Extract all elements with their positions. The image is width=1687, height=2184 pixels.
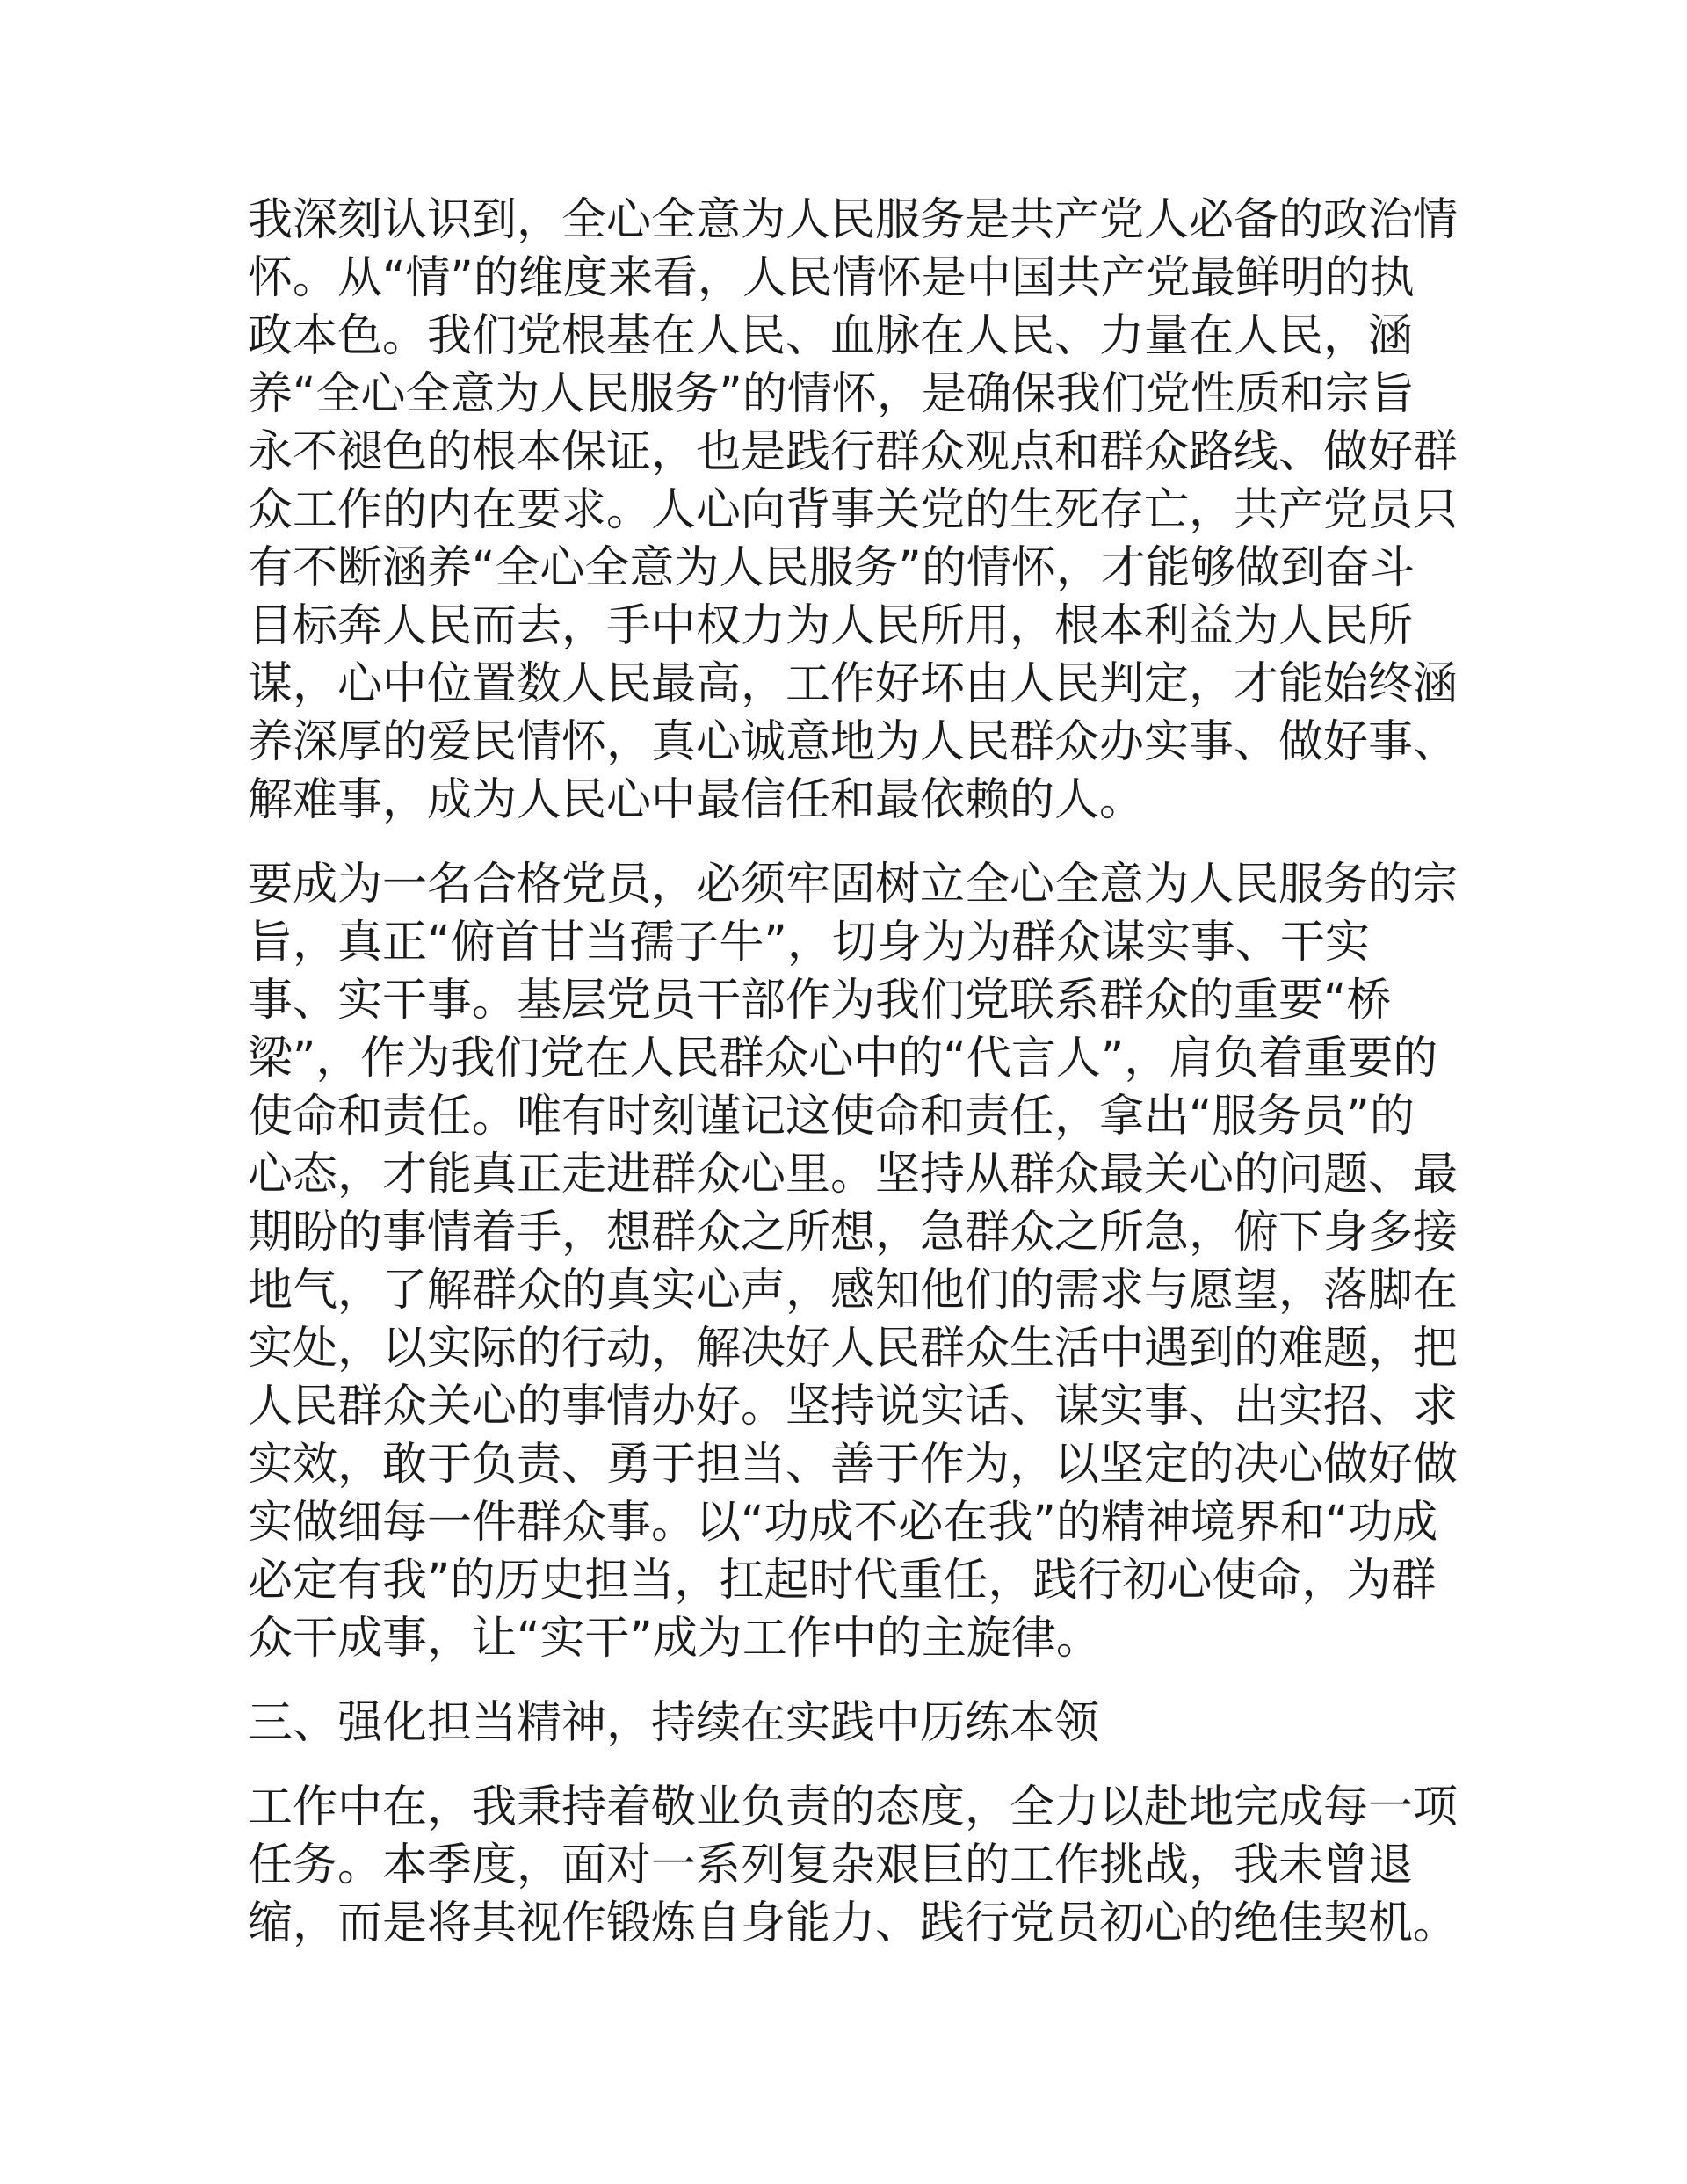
- text-line: 养深厚的爱民情怀，真心诚意地为人民群众办实事、做好事、: [248, 716, 1459, 768]
- text-line: 实做细每一件群众事。以“功成不必在我”的精神境界和“功成: [248, 1497, 1438, 1549]
- text-line: 众干成事，让“实干”成为工作中的主旋律。: [248, 1613, 1101, 1665]
- text-line: 目标奔人民而去，手中权力为人民所用，根本利益为人民所: [248, 600, 1414, 652]
- text-line: 谋，心中位置数人民最高，工作好坏由人民判定，才能始终涵: [248, 658, 1459, 710]
- paragraph-qualified-member: [248, 856, 1459, 1668]
- text-line: 心态，才能真正走进群众心里。坚持从群众最关心的问题、最: [248, 1149, 1459, 1201]
- document-page: [248, 192, 1459, 1979]
- text-line: 期盼的事情着手，想群众之所想，急群众之所急，俯下身多接: [248, 1207, 1459, 1259]
- text-line: 缩，而是将其视作锻炼自身能力、践行党员初心的绝佳契机。: [248, 1897, 1459, 1949]
- text-line: 要成为一名合格党员，必须牢固树立全心全意为人民服务的宗: [248, 859, 1459, 911]
- text-line: 实处，以实际的行动，解决好人民群众生活中遇到的难题，把: [248, 1323, 1459, 1375]
- text-line: 政本色。我们党根基在人民、血脉在人民、力量在人民，涵: [248, 310, 1414, 362]
- text-line: 梁”，作为我们党在人民群众心中的“代言人”，肩负着重要的: [248, 1033, 1438, 1085]
- section-heading: [248, 1694, 1439, 1752]
- text-line: 我深刻认识到，全心全意为人民服务是共产党人必备的政治情: [248, 194, 1459, 246]
- text-line: 工作中在，我秉持着敬业负责的态度，全力以赴地完成每一项: [248, 1781, 1459, 1833]
- text-line: 养“全心全意为人民服务”的情怀，是确保我们党性质和宗旨: [248, 368, 1415, 420]
- text-line: 众工作的内在要求。人心向背事关党的生死存亡，共产党员只: [248, 484, 1459, 536]
- text-line: 人民群众关心的事情办好。坚持说实话、谋实事、出实招、求: [248, 1381, 1459, 1433]
- text-line: 地气，了解群众的真实心声，感知他们的需求与愿望，落脚在: [248, 1265, 1459, 1317]
- paragraph-work-attitude: [248, 1779, 1459, 1953]
- text-line: 必定有我”的历史担当，扛起时代重任，践行初心使命，为群: [248, 1555, 1437, 1607]
- text-line: 使命和责任。唯有时刻谨记这使命和责任，拿出“服务员”的: [248, 1091, 1415, 1143]
- section-heading-text: 三、强化担当精神，持续在实践中历练本领: [248, 1697, 1100, 1749]
- text-line: 怀。从“情”的维度来看，人民情怀是中国共产党最鲜明的执: [248, 252, 1415, 304]
- text-line: 永不褪色的根本保证，也是践行群众观点和群众路线、做好群: [248, 426, 1459, 478]
- text-line: 旨，真正“俯首甘当孺子牛”，切身为为群众谋实事、干实: [248, 917, 1370, 969]
- text-line: 有不断涵养“全心全意为人民服务”的情怀，才能够做到奋斗: [248, 542, 1415, 594]
- text-line: 任务。本季度，面对一系列复杂艰巨的工作挑战，我未曾退: [248, 1839, 1414, 1891]
- text-line: 实效，敢于负责、勇于担当、善于作为，以坚定的决心做好做: [248, 1439, 1459, 1491]
- paragraph-political-sentiment: [248, 192, 1459, 830]
- text-line: 事、实干事。基层党员干部作为我们党联系群众的重要“桥: [248, 975, 1392, 1027]
- text-line: 解难事，成为人民心中最信任和最依赖的人。: [248, 774, 1145, 826]
